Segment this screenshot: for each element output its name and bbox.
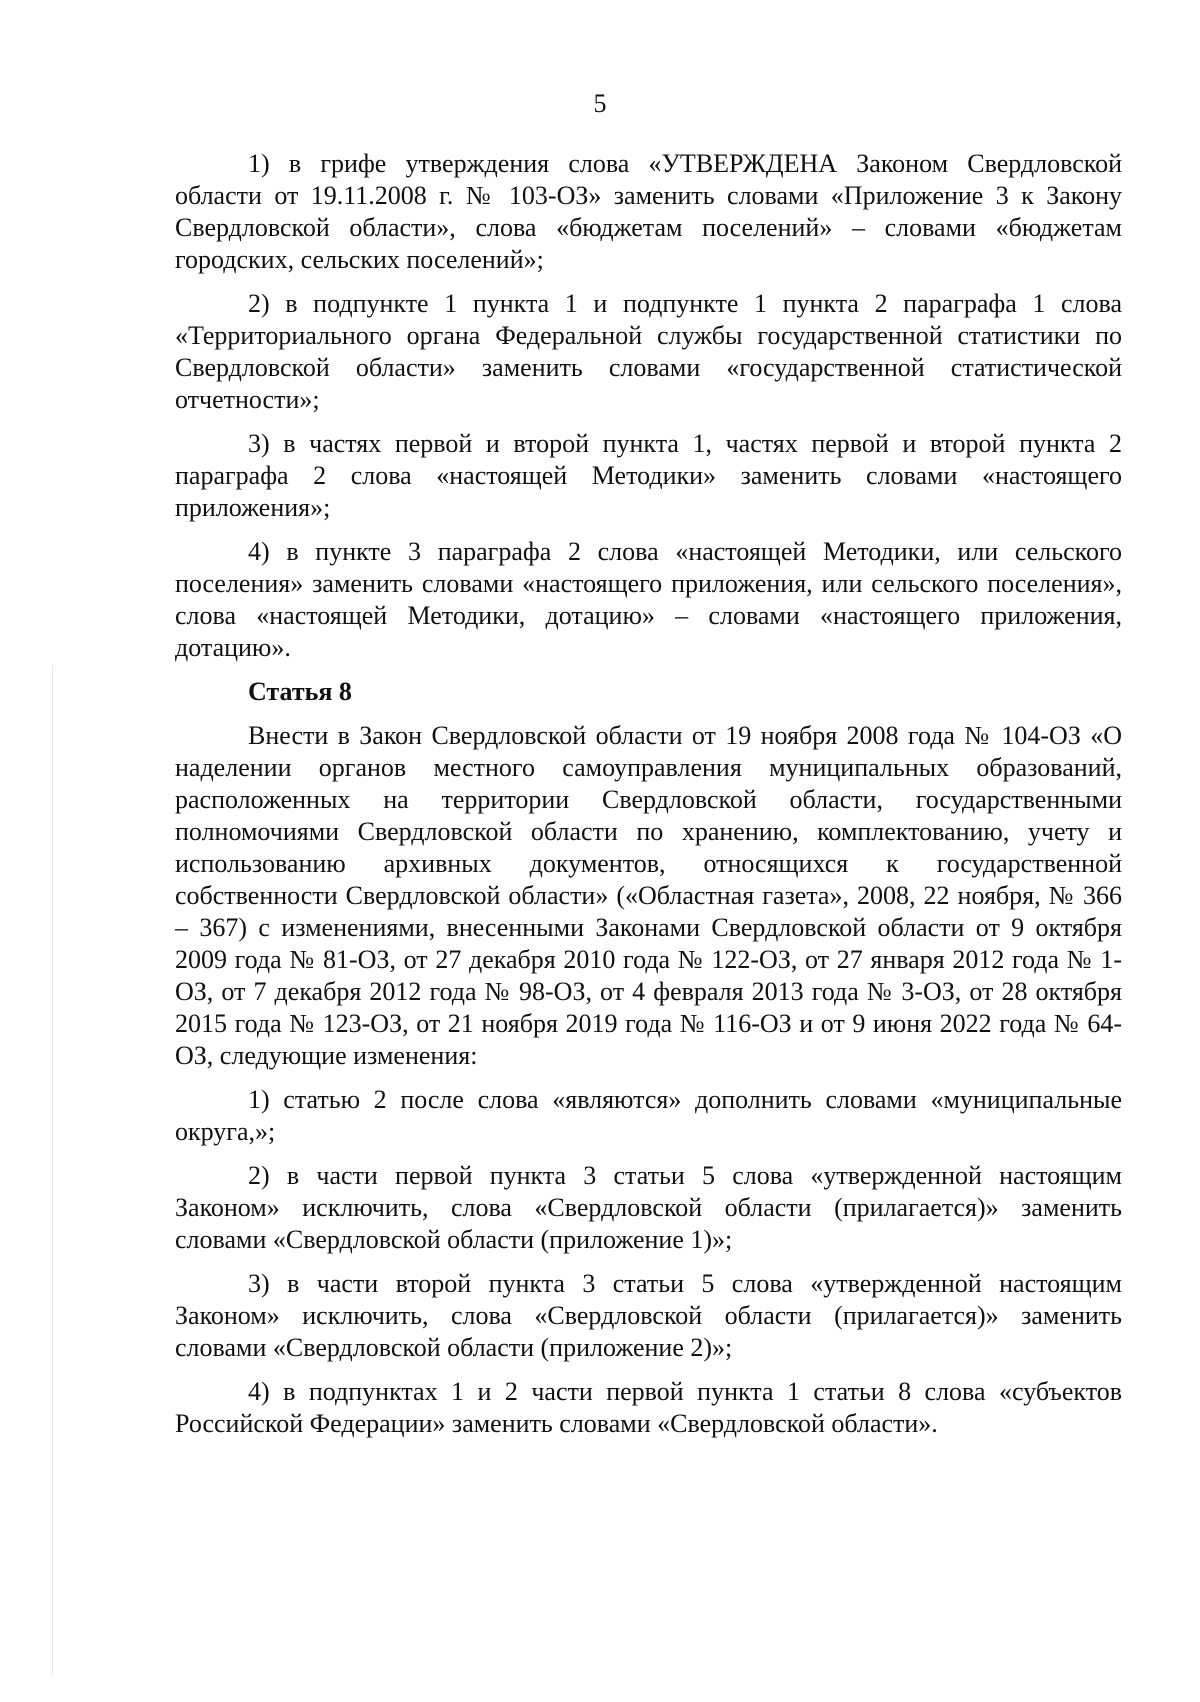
paragraph-amendment-4: 4) в пункте 3 параграфа 2 слова «настоящей Методики, или сельского поселения» заменить словами «настоящего приложения, или сельского поселения», слова «настоящей Методики, дотацию» – словами «настоящего приложения, дотацию». bbox=[175, 537, 1122, 662]
article-heading: Статья 8 bbox=[248, 677, 352, 706]
scan-margin-line bbox=[52, 665, 53, 1675]
paragraph-amendment-3: 3) в частях первой и второй пункта 1, частях первой и второй пункта 2 параграфа 2 слова «настоящей Методики» заменить словами «настоящего приложения»; bbox=[175, 429, 1122, 522]
document-body bbox=[175, 148, 1122, 1452]
article-intro-paragraph: Внести в Закон Свердловской области от 19 ноября 2008 года № 104-ОЗ «О наделении органов местного самоуправления муниципальных образований, расположенных на территории Свердловской области, государственными полномочиями Свердловской области по хранению, комплектованию, учету и использованию архивных документов, относящихся к государственной собственности Свердловской области» («Областная газета», 2008, 22 ноября, № 366 – 367) с изменениями, внесенными Законами Свердловской области от 9 октября 2009 года № 81-ОЗ, от 27 декабря 2010 года № 122-ОЗ, от 27 января 2012 года № 1-ОЗ, от 7 декабря 2012 года № 98-ОЗ, от 4 февраля 2013 года № 3-ОЗ, от 28 октября 2015 года № 123-ОЗ, от 21 ноября 2019 года № 116-ОЗ и от 9 июня 2022 года № 64-ОЗ, следующие изменения: bbox=[175, 721, 1122, 1070]
article-item-3: 3) в части второй пункта 3 статьи 5 слова «утвержденной настоящим Законом» исключить, слова «Свердловской области (прилагается)» заменить словами «Свердловской области (приложение 2)»; bbox=[175, 1269, 1122, 1362]
paragraph-amendment-2: 2) в подпункте 1 пункта 1 и подпункте 1 пункта 2 параграфа 1 слова «Территориального органа Федеральной службы государственной статистики по Свердловской области» заменить словами «государственной статистической отчетности»; bbox=[175, 289, 1122, 414]
page-number: 5 bbox=[593, 89, 607, 118]
article-item-1: 1) статью 2 после слова «являются» дополнить словами «муниципальные округа,»; bbox=[175, 1085, 1122, 1146]
article-item-2: 2) в части первой пункта 3 статьи 5 слова «утвержденной настоящим Законом» исключить, слова «Свердловской области (прилагается)» заменить словами «Свердловской области (приложение 1)»; bbox=[175, 1161, 1122, 1254]
paragraph-amendment-1: 1) в грифе утверждения слова «УТВЕРЖДЕНА Законом Свердловской области от 19.11.2008 г. № 103-ОЗ» заменить словами «Приложение 3 к Закону Свердловской области», слова «бюджетам поселений» – словами «бюджетам городских, сельских поселений»; bbox=[175, 149, 1122, 274]
article-item-4: 4) в подпунктах 1 и 2 части первой пункта 1 статьи 8 слова «субъектов Российской Федерации» заменить словами «Свердловской области». bbox=[175, 1377, 1122, 1438]
